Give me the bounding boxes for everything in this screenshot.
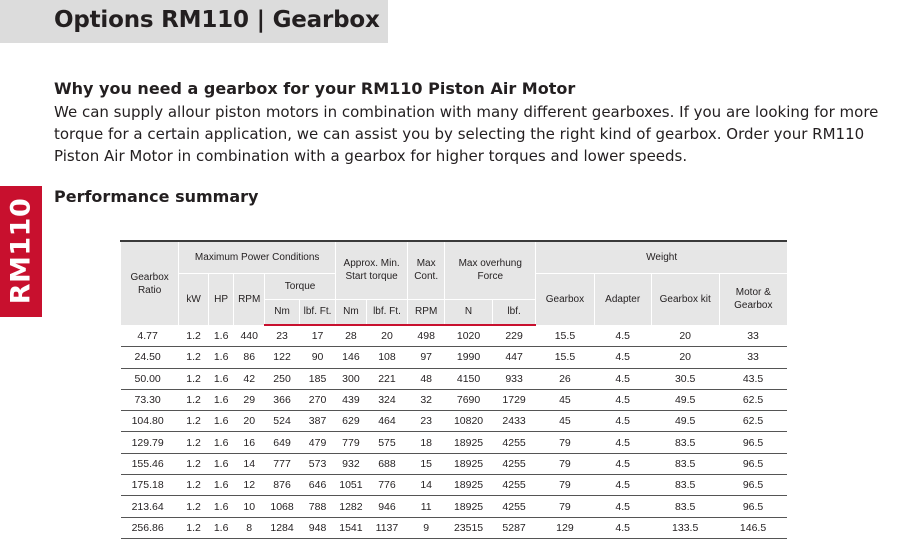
header-weight-gearbox-kit: Gearbox kit <box>651 273 719 325</box>
table-cell: 779 <box>336 432 367 453</box>
table-cell: 250 <box>265 368 300 389</box>
table-cell: 175.18 <box>121 475 179 496</box>
table-cell: 1.2 <box>179 389 209 410</box>
table-cell: 23 <box>408 411 445 432</box>
table-cell: 270 <box>300 389 336 410</box>
table-cell: 777 <box>265 453 300 474</box>
table-cell: 146 <box>336 347 367 368</box>
table-cell: 1.2 <box>179 325 209 347</box>
table-cell: 1.2 <box>179 368 209 389</box>
table-cell: 1.2 <box>179 517 209 538</box>
performance-table <box>120 240 787 539</box>
table-cell: 4.5 <box>594 389 651 410</box>
table-cell: 14 <box>234 453 265 474</box>
table-cell: 104.80 <box>121 411 179 432</box>
header-start-nm: Nm <box>336 299 367 325</box>
header-torque-lbf-ft: lbf. Ft. <box>300 299 336 325</box>
table-cell: 221 <box>366 368 407 389</box>
table-cell: 20 <box>651 347 719 368</box>
table-cell: 4.5 <box>594 432 651 453</box>
table-cell: 1990 <box>445 347 493 368</box>
header-gearbox-ratio <box>121 241 179 325</box>
table-cell: 83.5 <box>651 453 719 474</box>
header-start-torque <box>336 241 408 299</box>
table-cell: 18925 <box>445 475 493 496</box>
table-cell: 1.6 <box>208 368 233 389</box>
table-cell: 5287 <box>492 517 535 538</box>
table-cell: 229 <box>492 325 535 347</box>
table-cell: 62.5 <box>719 411 787 432</box>
table-cell: 575 <box>366 432 407 453</box>
table-cell: 42 <box>234 368 265 389</box>
table-cell: 96.5 <box>719 432 787 453</box>
table-cell: 146.5 <box>719 517 787 538</box>
table-cell: 256.86 <box>121 517 179 538</box>
table-cell: 18 <box>408 432 445 453</box>
table-cell: 129.79 <box>121 432 179 453</box>
table-cell: 32 <box>408 389 445 410</box>
header-kw: kW <box>179 273 209 325</box>
table-cell: 29 <box>234 389 265 410</box>
table-cell: 629 <box>336 411 367 432</box>
header-overhung-force <box>445 241 536 299</box>
table-cell: 4.5 <box>594 325 651 347</box>
intro-paragraph <box>54 101 879 167</box>
header-text: Approx. Min. <box>343 258 400 270</box>
header-text: Ratio <box>137 284 162 296</box>
table-cell: 439 <box>336 389 367 410</box>
table-cell: 20 <box>234 411 265 432</box>
table-row <box>121 389 788 410</box>
page-title: Options RM110 | Gearbox <box>54 7 380 33</box>
table-row <box>121 325 788 347</box>
table-cell: 1284 <box>265 517 300 538</box>
table-cell: 1.2 <box>179 411 209 432</box>
performance-table-body <box>121 325 788 538</box>
table-cell: 15 <box>408 453 445 474</box>
table-cell: 9 <box>408 517 445 538</box>
table-cell: 33 <box>719 325 787 347</box>
table-cell: 213.64 <box>121 496 179 517</box>
table-cell: 4255 <box>492 432 535 453</box>
table-cell: 1.2 <box>179 347 209 368</box>
table-cell: 49.5 <box>651 389 719 410</box>
table-cell: 62.5 <box>719 389 787 410</box>
table-cell: 15.5 <box>536 325 594 347</box>
table-cell: 18925 <box>445 496 493 517</box>
table-cell: 11 <box>408 496 445 517</box>
table-cell: 129 <box>536 517 594 538</box>
side-tab-label: RM110 <box>5 197 37 305</box>
table-cell: 26 <box>536 368 594 389</box>
table-cell: 33 <box>719 347 787 368</box>
table-cell: 4.5 <box>594 453 651 474</box>
header-text: Start torque <box>345 271 398 283</box>
table-cell: 96.5 <box>719 496 787 517</box>
table-cell: 45 <box>536 411 594 432</box>
table-cell: 30.5 <box>651 368 719 389</box>
table-cell: 8 <box>234 517 265 538</box>
table-cell: 1541 <box>336 517 367 538</box>
table-cell: 79 <box>536 496 594 517</box>
header-text: Force <box>477 271 504 283</box>
table-row <box>121 432 788 453</box>
table-cell: 4.77 <box>121 325 179 347</box>
header-weight: Weight <box>536 241 787 273</box>
table-row <box>121 517 788 538</box>
performance-heading: Performance summary <box>54 187 259 206</box>
table-cell: 4.5 <box>594 347 651 368</box>
header-text: Max overhung <box>458 258 522 270</box>
table-cell: 73.30 <box>121 389 179 410</box>
table-cell: 28 <box>336 325 367 347</box>
table-cell: 1.2 <box>179 496 209 517</box>
header-text: Max <box>416 258 436 270</box>
table-cell: 946 <box>366 496 407 517</box>
table-cell: 646 <box>300 475 336 496</box>
table-cell: 45 <box>536 389 594 410</box>
table-row <box>121 496 788 517</box>
header-max-cont-rpm: RPM <box>408 299 445 325</box>
table-cell: 48 <box>408 368 445 389</box>
section-heading: Why you need a gearbox for your RM110 Piston Air Motor <box>54 79 576 98</box>
table-cell: 788 <box>300 496 336 517</box>
table-cell: 10820 <box>445 411 493 432</box>
title-bar <box>0 0 388 43</box>
header-weight-motor-gearbox <box>719 273 787 325</box>
table-cell: 1.2 <box>179 453 209 474</box>
table-row <box>121 475 788 496</box>
table-cell: 524 <box>265 411 300 432</box>
table-cell: 1.6 <box>208 496 233 517</box>
table-cell: 20 <box>651 325 719 347</box>
table-cell: 498 <box>408 325 445 347</box>
table-cell: 1.6 <box>208 389 233 410</box>
header-hp: HP <box>208 273 233 325</box>
table-cell: 96.5 <box>719 453 787 474</box>
intro-line: Piston Air Motor in combination with a gearbox for higher torques and lower speeds. <box>54 147 688 165</box>
table-cell: 4255 <box>492 496 535 517</box>
header-start-lbf-ft: lbf. Ft. <box>366 299 407 325</box>
header-overhung-n: N <box>445 299 493 325</box>
table-cell: 933 <box>492 368 535 389</box>
header-text: Gearbox <box>734 300 773 312</box>
table-cell: 1.2 <box>179 475 209 496</box>
table-cell: 1.6 <box>208 517 233 538</box>
table-cell: 649 <box>265 432 300 453</box>
table-cell: 4.5 <box>594 368 651 389</box>
table-cell: 948 <box>300 517 336 538</box>
table-cell: 86 <box>234 347 265 368</box>
table-cell: 4.5 <box>594 411 651 432</box>
table-cell: 18925 <box>445 453 493 474</box>
table-cell: 90 <box>300 347 336 368</box>
table-cell: 1137 <box>366 517 407 538</box>
table-cell: 50.00 <box>121 368 179 389</box>
table-cell: 79 <box>536 453 594 474</box>
table-cell: 20 <box>366 325 407 347</box>
table-cell: 17 <box>300 325 336 347</box>
table-cell: 23 <box>265 325 300 347</box>
table-cell: 7690 <box>445 389 493 410</box>
header-weight-adapter: Adapter <box>594 273 651 325</box>
table-cell: 24.50 <box>121 347 179 368</box>
table-cell: 49.5 <box>651 411 719 432</box>
table-cell: 1.6 <box>208 325 233 347</box>
table-cell: 1282 <box>336 496 367 517</box>
table-cell: 932 <box>336 453 367 474</box>
table-cell: 1.6 <box>208 347 233 368</box>
table-cell: 18925 <box>445 432 493 453</box>
intro-line: torque for a certain application, we can assist you by selecting the right kind of gearbox. Order your RM110 <box>54 125 865 143</box>
table-cell: 10 <box>234 496 265 517</box>
table-cell: 447 <box>492 347 535 368</box>
table-cell: 97 <box>408 347 445 368</box>
table-cell: 688 <box>366 453 407 474</box>
table-cell: 155.46 <box>121 453 179 474</box>
table-cell: 366 <box>265 389 300 410</box>
table-cell: 133.5 <box>651 517 719 538</box>
table-cell: 12 <box>234 475 265 496</box>
table-cell: 83.5 <box>651 475 719 496</box>
table-cell: 108 <box>366 347 407 368</box>
table-cell: 4255 <box>492 475 535 496</box>
side-tab <box>0 186 42 317</box>
table-cell: 776 <box>366 475 407 496</box>
table-row <box>121 453 788 474</box>
table-cell: 185 <box>300 368 336 389</box>
header-overhung-lbf: lbf. <box>492 299 535 325</box>
table-cell: 96.5 <box>719 475 787 496</box>
table-cell: 4255 <box>492 453 535 474</box>
table-cell: 14 <box>408 475 445 496</box>
table-cell: 1051 <box>336 475 367 496</box>
table-cell: 1729 <box>492 389 535 410</box>
table-cell: 79 <box>536 432 594 453</box>
header-text: Motor & <box>735 287 771 299</box>
table-cell: 1.2 <box>179 432 209 453</box>
table-cell: 876 <box>265 475 300 496</box>
table-cell: 479 <box>300 432 336 453</box>
table-cell: 4.5 <box>594 517 651 538</box>
header-weight-gearbox: Gearbox <box>536 273 594 325</box>
table-cell: 440 <box>234 325 265 347</box>
header-text: Gearbox <box>130 271 169 283</box>
table-cell: 122 <box>265 347 300 368</box>
table-cell: 4.5 <box>594 496 651 517</box>
table-cell: 1.6 <box>208 411 233 432</box>
table-cell: 1020 <box>445 325 493 347</box>
intro-line: We can supply allour piston motors in combination with many different gearboxes. If you are looking for more <box>54 103 879 121</box>
table-cell: 1.6 <box>208 432 233 453</box>
header-rpm: RPM <box>234 273 265 325</box>
header-torque: Torque <box>265 273 336 299</box>
table-cell: 1068 <box>265 496 300 517</box>
table-cell: 15.5 <box>536 347 594 368</box>
table-cell: 1.6 <box>208 453 233 474</box>
table-row <box>121 411 788 432</box>
table-cell: 300 <box>336 368 367 389</box>
table-cell: 83.5 <box>651 432 719 453</box>
table-cell: 4150 <box>445 368 493 389</box>
table-cell: 2433 <box>492 411 535 432</box>
table-cell: 23515 <box>445 517 493 538</box>
table-cell: 324 <box>366 389 407 410</box>
header-max-power: Maximum Power Conditions <box>179 241 336 273</box>
table-row <box>121 347 788 368</box>
header-text: Cont. <box>414 271 439 283</box>
table-cell: 1.6 <box>208 475 233 496</box>
table-cell: 43.5 <box>719 368 787 389</box>
header-torque-nm: Nm <box>265 299 300 325</box>
table-cell: 387 <box>300 411 336 432</box>
table-cell: 79 <box>536 475 594 496</box>
table-cell: 464 <box>366 411 407 432</box>
table-cell: 83.5 <box>651 496 719 517</box>
table-cell: 4.5 <box>594 475 651 496</box>
table-row <box>121 368 788 389</box>
table-cell: 573 <box>300 453 336 474</box>
table-cell: 16 <box>234 432 265 453</box>
header-max-cont <box>408 241 445 299</box>
